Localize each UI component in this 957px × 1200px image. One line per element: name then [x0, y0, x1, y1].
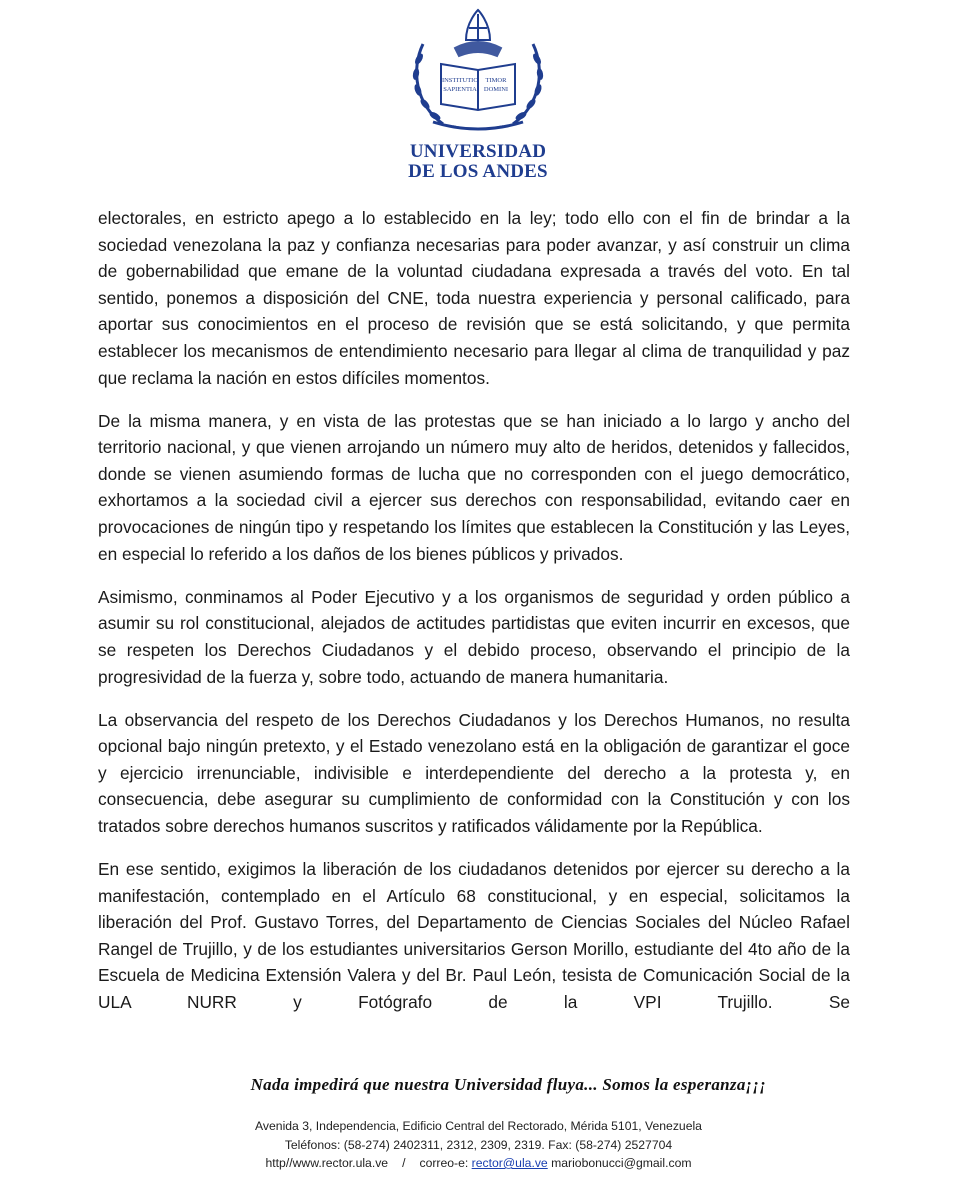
seal-text-right-1: TIMOR: [485, 77, 507, 84]
paragraph-1: electorales, en estricto apego a lo establecido en la ley; todo ello con el fin de brindar a la sociedad venezolana la paz y confianza necesarias para poder avanzar, y así construir un clima de gobernabilidad que emane de la voluntad ciudadana expresada a través del voto. En tal sentido, ponemos a disposición del CNE, toda nuestra experiencia y personal calificado, para aportar sus conocimientos en el proceso de revisión que se está solicitando, y que permita establecer los mecanismos de entendimiento necesario para llegar al clima de tranquilidad y paz que reclama la nación en estos difíciles momentos.: [98, 208, 850, 388]
footer-web-line: [0, 1154, 957, 1173]
university-logo: [393, 4, 563, 182]
footer-website[interactable]: http//www.rector.ula.ve: [265, 1156, 389, 1170]
paragraph-2: De la misma manera, y en vista de las protestas que se han iniciado a lo largo y ancho del territorio nacional, y que vienen arrojando un número muy alto de heridos, detenidos y fallecidos, donde se vienen asumiendo formas de lucha que no corresponden con el juego democrático, exhortamos a la sociedad civil a ejercer sus derechos con responsabilidad, evitando caer en provocaciones de ningún tipo y respetando los límites que establecen la Constitución y las Leyes, en especial lo referido a los daños de los bienes públicos y privados.: [98, 410, 850, 564]
footer-email-label: correo-e:: [419, 1156, 469, 1170]
university-name-line1: UNIVERSIDAD: [409, 141, 547, 162]
footer-email-rector-link[interactable]: rector@ula.ve: [471, 1156, 548, 1170]
paragraph-4: La observancia del respeto de los Derechos Ciudadanos y los Derechos Humanos, no resulta opcional bajo ningún pretexto, y el Estado venezolano está en la obligación de garantizar el goce y ejercicio irrenunciable, indivisible e interdependiente del derecho a la protesta y, en consecuencia, debe asegurar su cumplimiento de conformidad con la Constitución y con los tratados sobre derechos humanos suscritos y ratificados válidamente por la República.: [98, 709, 850, 836]
letter-footer: [0, 1075, 957, 1195]
footer-separator: /: [402, 1156, 406, 1170]
paragraph-3: Asimismo, conminamos al Poder Ejecutivo y a los organismos de seguridad y orden público a asumir su rol constitucional, alejados de actitudes partidistas que eviten incurrir en excesos, que se respeten los Derechos Ciudadanos y el debido proceso, observando el principio de la progresividad de la fuerza y, sobre todo, actuando de manera humanitaria.: [98, 586, 850, 687]
footer-phones: Teléfonos: (58-274) 2402311, 2312, 2309, 2319. Fax: (58-274) 2527704: [284, 1137, 673, 1152]
footer-email-personal[interactable]: mariobonucci@gmail.com: [551, 1156, 692, 1170]
seal-text-left-2: SAPIENTIA: [443, 86, 477, 93]
letter-body: [98, 205, 850, 1032]
letterhead: [0, 0, 957, 190]
footer-address: Avenida 3, Independencia, Edificio Central del Rectorado, Mérida 5101, Venezuela: [255, 1119, 702, 1133]
university-name-line2: DE LOS ANDES: [408, 161, 548, 182]
paragraph-5: En ese sentido, exigimos la liberación de los ciudadanos detenidos por ejercer su derecho a la manifestación, contemplado en el Artículo 68 constitucional, y en especial, solicitamos la liberación del Prof. Gustavo Torres, del Departamento de Ciencias Sociales del Núcleo Rafael Rangel de Trujillo, y de los estudiantes universitarios Gerson Morillo, estudiante del 4to año de la Escuela de Medicina Extensión Valera y del Br. Paul León, tesista de Comunicación Social de la ULA NURR y Fotógrafo de la VPI Trujillo. Se: [98, 859, 850, 1013]
footer-motto: Nada impedirá que nuestra Universidad fluya... Somos la esperanza¡¡¡: [250, 1075, 767, 1094]
seal-text-right-2: DOMINI: [483, 86, 509, 93]
university-seal-icon: [393, 4, 563, 142]
footer-contact: [0, 1117, 957, 1173]
seal-text-left-1: INSTITUTIO: [441, 77, 479, 84]
